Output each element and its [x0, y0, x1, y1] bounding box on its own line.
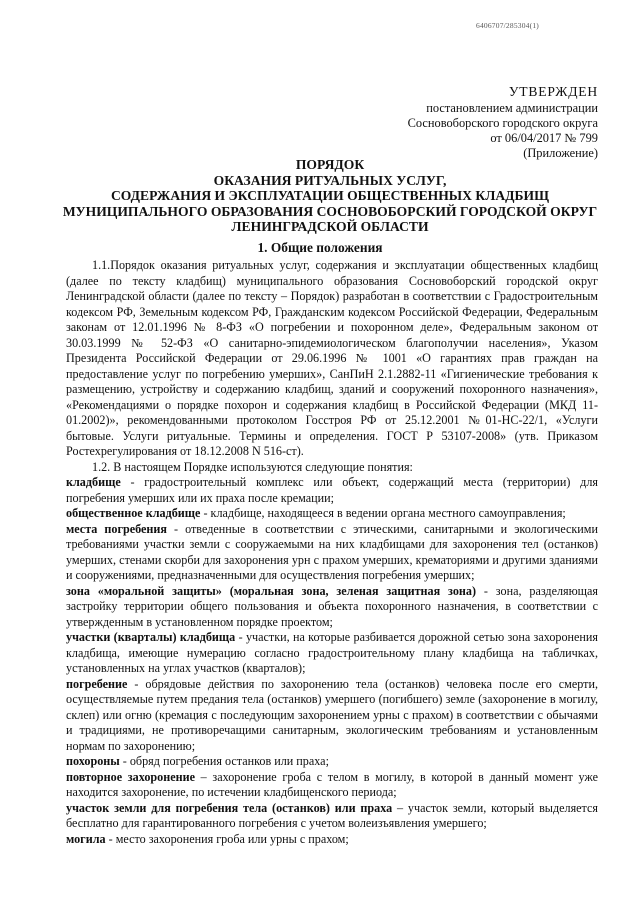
section-heading: 1. Общие положения — [257, 240, 383, 255]
definition-term: участок земли для погребения тела (останков) или праха — [66, 800, 393, 815]
definition-text: – участок земли, который выделяется бесплатно для гарантированного погребения с учетом волеизъявления умершего; — [66, 800, 598, 830]
definition-item — [66, 475, 598, 506]
paragraph-1-1: 1.1.Порядок оказания ритуальных услуг, содержания и эксплуатации общественных кладбищ (далее по тексту кладбищ) муниципального образования Сосновоборский городской округ Ленинградской области (далее по тексту – Порядок) разработан в соответствии с Градостроительным кодексом РФ, Земельным кодексом РФ, Гражданским кодексом Российской Федерации, Федеральным законам от 12.01.1996 № 8-ФЗ «О погребении и похоронном деле», Федеральным законом от 30.03.1999 № 52-ФЗ «О санитарно-эпидемиологическом благополучии населения», Указом Президента Российской Федерации от 29.06.1996 № 1001 «О гарантиях прав граждан на предоставление услуг по погребению умерших», СанПиН 2.1.2882-11 «Гигиенические требования к размещению, устройству и содержанию кладбищ, зданий и сооружений похоронного назначения», «Рекомендациями о порядке похорон и содержания кладбищ в Российской Федерации (МКД 11-01.2002)», рекомендованными протоколом Госстроя РФ от 25.12.2001 №01-НС-22/1, «Услуги бытовые. Услуги ритуальные. Термины и определения. ГОСТ Р 53107-2008» (утв. Приказом Ростехрегулирования от 18.12.2008 N 516-ст). — [66, 258, 598, 458]
definition-text: - градостроительный комплекс или объект, содержащий места (территории) для погребения умерших или их праха после кремации; — [66, 475, 598, 505]
definition-term: кладбище — [66, 475, 121, 489]
definition-text: - место захоронения гроба или урны с прахом; — [105, 831, 349, 846]
definition-term: общественное кладбище — [66, 506, 201, 520]
definition-item — [66, 832, 598, 848]
definition-text: - отведенные в соответствии с этическими, санитарными и экологическими требованиями участки земли с сооружаемыми на них кладбищами для захоронения тел (останков) умерших, стенами скорби для захоронения урн с прахом умерших, крематориями и другими зданиями и сооружениями, предназначенными для осуществления погребения умерших; — [66, 521, 598, 582]
definition-item — [66, 522, 598, 584]
definition-text: - обряд погребения останков или праха; — [119, 754, 329, 768]
definition-text: - обрядовые действия по захоронению тела (останков) человека после его смерти, осуществляемые путем предания тела (останков) умершего (погибшего) земле (захоронение в могилу, склеп) или огню (кремация с последующим захоронением урны с прахом) в соответствии с обычаями и традициями, не противоречащими санитарным, экологическим требованиям и установленным нормам по захоронению; — [66, 676, 598, 753]
approval-heading: УТВЕРЖДЕН — [508, 84, 598, 99]
definition-term: похороны — [66, 754, 120, 768]
definition-text: - зона, разделяющая застройку территории общего пользования и объекта похоронного назначения, в соответствии с утвержденным в установленном порядке проектом; — [66, 583, 599, 629]
title-line: ЛЕНИНГРАДСКОЙ ОБЛАСТИ — [231, 219, 429, 234]
definition-text: - участки, на которые разбивается дорожной сетью зона захоронения кладбища, имеющие нумерацию согласно градостроительному плану кладбища на табличках, установленных на углах участков (кварталов); — [66, 630, 599, 675]
title-line: ПОРЯДОК — [295, 157, 365, 172]
paragraph-1-2: 1.2. В настоящем Порядке используются следующие понятия: — [92, 459, 413, 474]
definition-item — [66, 677, 598, 755]
title-line: МУНИЦИПАЛЬНОГО ОБРАЗОВАНИЯ СОСНОВОБОРСКИЙ ГОРОДСКОЙ ОКРУГ — [62, 203, 598, 219]
definition-term: могила — [66, 831, 106, 846]
document-number: 6406707/285304(1) — [476, 21, 539, 30]
definition-item — [66, 584, 598, 631]
definition-text: - кладбище, находящееся в ведении органа местного самоуправления; — [200, 506, 566, 520]
approval-line: (Приложение) — [523, 146, 598, 160]
definition-term: участки (кварталы) кладбища — [66, 630, 236, 644]
definition-term: повторное захоронение — [66, 769, 195, 784]
definition-item — [66, 630, 598, 677]
approval-line: постановлением администрации — [426, 101, 598, 115]
definition-term: погребение — [66, 676, 128, 691]
approval-block — [408, 84, 598, 161]
definition-text: – захоронение гроба с телом в могилу, в которой в данный момент уже находится захоронение, по истечении кладбищенского периода; — [66, 769, 598, 799]
title-line: ОКАЗАНИЯ РИТУАЛЬНЫХ УСЛУГ, — [213, 172, 447, 188]
title-line: СОДЕРЖАНИЯ И ЭКСПЛУАТАЦИИ ОБЩЕСТВЕННЫХ КЛАДБИЩ — [110, 188, 550, 203]
approval-line: Сосновоборского городского округа — [407, 116, 598, 130]
document-title — [50, 157, 610, 235]
definition-item — [66, 754, 598, 770]
document-body — [66, 258, 598, 847]
definition-item — [66, 801, 598, 832]
definition-term: места погребения — [66, 521, 167, 536]
definition-item — [66, 770, 598, 801]
approval-line: от 06/04/2017 № 799 — [490, 131, 598, 145]
definition-term: зона «моральной защиты» (моральная зона, зеленая защитная зона) — [66, 583, 477, 598]
definition-item — [66, 506, 598, 522]
